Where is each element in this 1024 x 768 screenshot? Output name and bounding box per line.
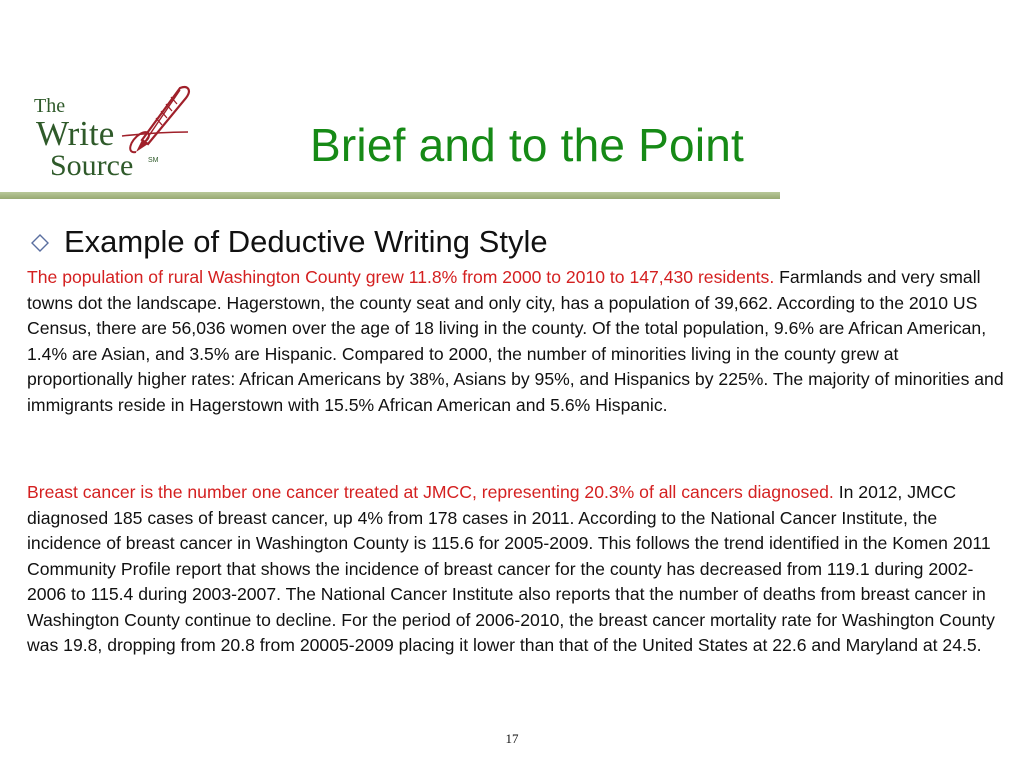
logo-line-the: The <box>34 95 66 117</box>
slide-title: Brief and to the Point <box>310 119 745 171</box>
logo-service-mark: SM <box>148 157 159 164</box>
paragraph-breast-cancer-body: In 2012, JMCC diagnosed 185 cases of breast cancer, up 4% from 178 cases in 2011. According to the National Cancer Institute, the incidence of breast cancer in Washington County is 115.6 for 2005-2009. This follows the trend identified in the Komen 2011 Community Profile report that shows the incidence of breast cancer for the county has decreased from 119.1 during 2002-2006 to 115.4 during 2003-2007. The National Cancer Institute also reports that the number of deaths from breast cancer in Washington County continue to decline. For the period of 2006-2010, the breast cancer mortality rate for Washington County was 19.8, dropping from 20.8 from 20005-2009 placing it lower than that of the United States at 22.6 and Maryland at 24.5. <box>27 482 995 655</box>
diamond-bullet-icon <box>30 233 50 253</box>
quill-pen-icon <box>122 87 189 152</box>
paragraph-population-body: Farmlands and very small towns dot the landscape. Hagerstown, the county seat and only city, has a population of 39,662. According to the 2010 US Census, there are 56,036 women over the age of 18 living in the county. Of the total population, 9.6% are African American, 1.4% are Asian, and 3.5% are Hispanic. Compared to 2000, the number of minorities living in the county grew at proportionally higher rates: African Americans by 38%, Asians by 95%, and Hispanics by 225%. The majority of minorities and immigrants reside in Hagerstown with 15.5% African American and 5.6% Hispanic. <box>27 267 1004 415</box>
logo-line-write: Write <box>36 114 115 153</box>
page-number: 17 <box>505 731 519 746</box>
write-source-logo-graphic <box>30 82 195 184</box>
section-heading: Example of Deductive Writing Style <box>64 224 548 259</box>
paragraph-breast-cancer <box>27 480 1007 659</box>
paragraph-breast-cancer-lead: Breast cancer is the number one cancer treated at JMCC, representing 20.3% of all cancers diagnosed. <box>27 482 834 502</box>
logo-line-source: Source <box>50 149 134 182</box>
write-source-logo <box>30 82 195 184</box>
title-divider <box>0 192 780 199</box>
paragraph-population <box>27 265 1007 418</box>
bullet-heading-row <box>30 222 548 262</box>
paragraph-population-lead: The population of rural Washington County grew 11.8% from 2000 to 2010 to 147,430 residents. <box>27 267 775 287</box>
